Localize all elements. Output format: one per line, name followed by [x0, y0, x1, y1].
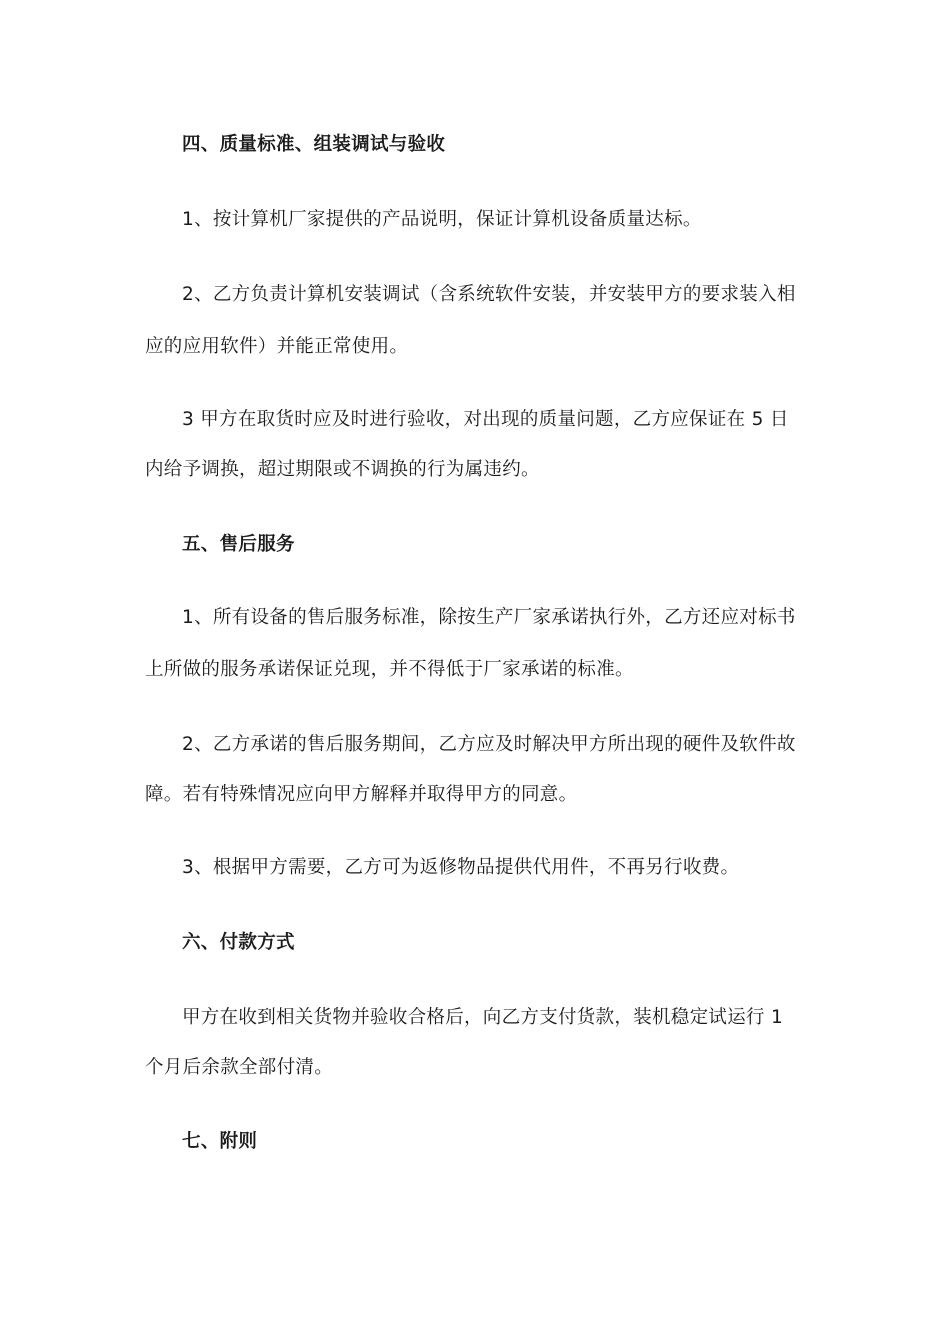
paragraph-line: 2、乙方承诺的售后服务期间，乙方应及时解决甲方所出现的硬件及软件故: [182, 734, 796, 755]
paragraph-line: 障。若有特殊情况应向甲方解释并取得甲方的同意。: [145, 784, 578, 805]
paragraph-line: 应的应用软件）并能正常使用。: [145, 336, 409, 357]
section-heading: 七、附则: [182, 1131, 258, 1152]
paragraph-line: 3 甲方在取货时应及时进行验收，对出现的质量问题，乙方应保证在 5 日: [182, 409, 789, 430]
paragraph-line: 1、所有设备的售后服务标准，除按生产厂家承诺执行外，乙方还应对标书: [182, 607, 796, 628]
paragraph-line: 甲方在收到相关货物并验收合格后，向乙方支付货款，装机稳定试运行 1: [182, 1007, 784, 1028]
paragraph-line: 3、根据甲方需要，乙方可为返修物品提供代用件，不再另行收费。: [182, 857, 740, 878]
paragraph-line: 2、乙方负责计算机安装调试（含系统软件安装，并安装甲方的要求装入相: [182, 284, 796, 305]
section-heading: 六、付款方式: [182, 932, 295, 953]
section-heading: 四、质量标准、组装调试与验收: [182, 134, 446, 155]
paragraph-line: 内给予调换，超过期限或不调换的行为属违约。: [145, 459, 540, 480]
paragraph-line: 上所做的服务承诺保证兑现，并不得低于厂家承诺的标准。: [145, 659, 634, 680]
paragraph-line: 个月后余款全部付清。: [145, 1057, 334, 1078]
section-heading: 五、售后服务: [182, 534, 295, 555]
paragraph-line: 1、按计算机厂家提供的产品说明，保证计算机设备质量达标。: [182, 209, 702, 230]
